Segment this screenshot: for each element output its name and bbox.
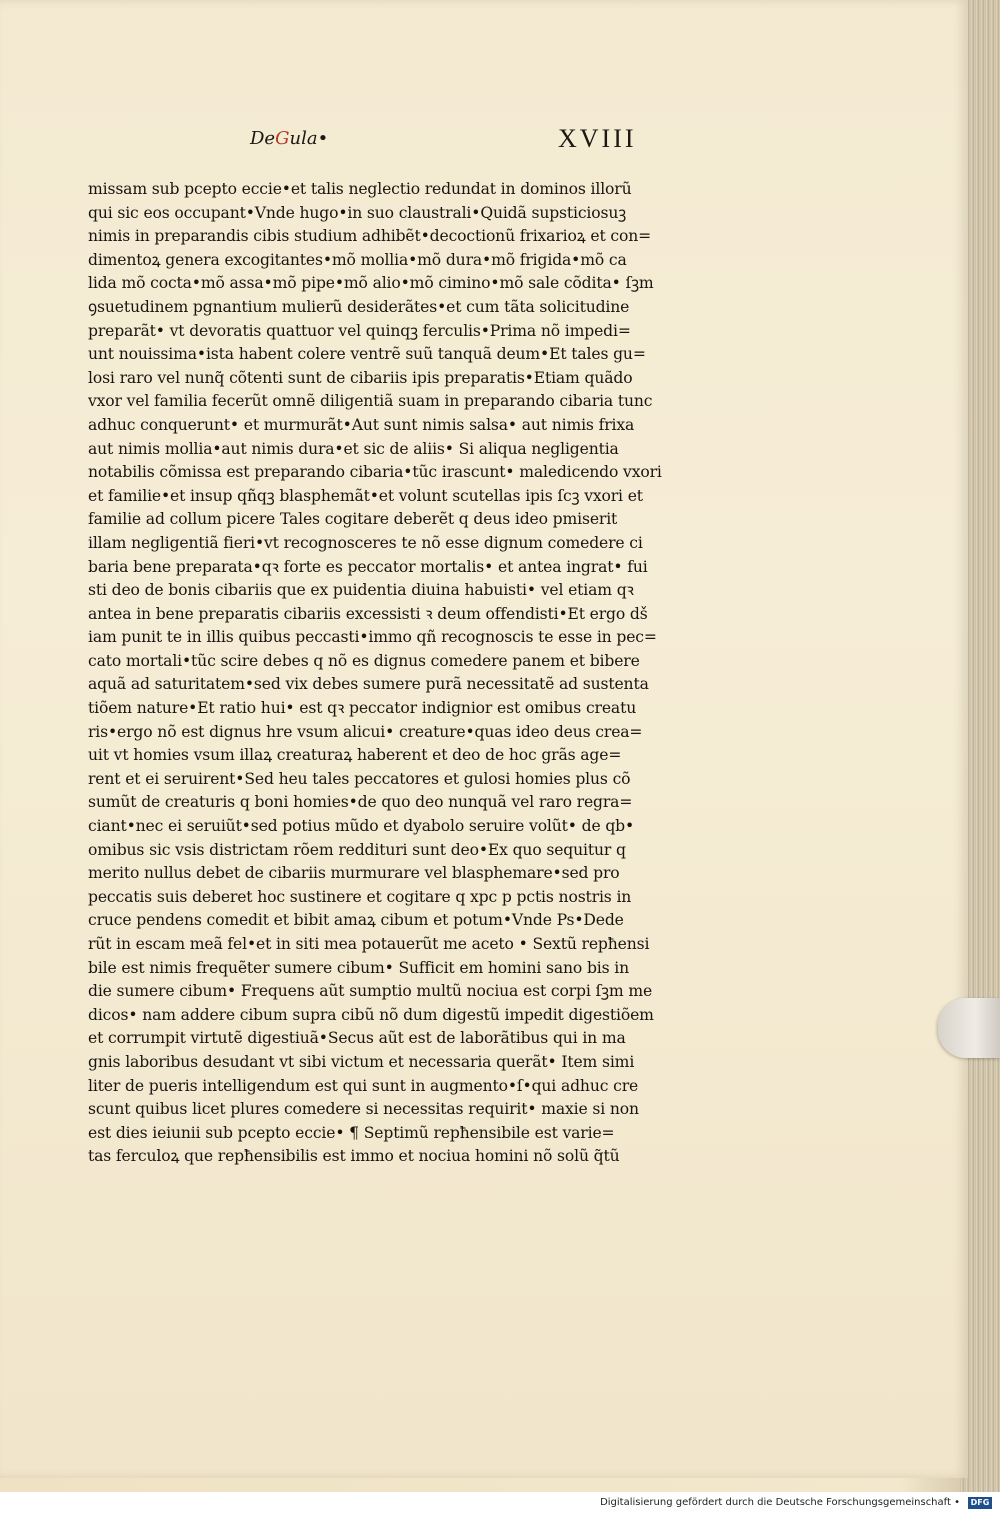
- text-line: merito nullus debet de cibariis murmurare vel blasphemare•sed pro: [88, 864, 620, 883]
- text-line: peccatis suis deberet hoc sustinere et cogitare q xpc p pctis nostris in: [88, 887, 632, 906]
- text-line: est dies ieiunii sub pcepto eccie• ¶ Septimũ repħensibile est varie=: [88, 1123, 615, 1142]
- text-line: unt nouissima•ista habent colere ventrẽ suũ tanquã deum•Et tales gu=: [88, 345, 646, 364]
- text-line: aquã ad saturitatem•sed vix debes sumere purã necessitatẽ ad sustenta: [88, 675, 649, 694]
- text-line: vxor vel familia fecerũt omnẽ diligentiã suam in preparando cibaria tunc: [88, 392, 653, 411]
- text-line: antea in bene preparatis cibariis excessisti ꝛ deum offendisti•Et ergo dš: [88, 604, 648, 623]
- text-line: notabilis cõmissa est preparando cibaria•tũc irascunt• maledicendo vxori: [88, 463, 662, 482]
- running-header: [250, 124, 637, 160]
- text-line: cruce pendens comedit et bibit amaꝝ cibum et potum•Vnde Ps•Dede: [88, 911, 624, 930]
- text-line: tiõem nature•Et ratio hui• est qꝛ peccator indignior est omibus creatu: [88, 699, 637, 718]
- text-line: tas ferculoꝝ que repħensibilis est immo et nociua homini nõ solũ q̃tũ: [88, 1147, 620, 1166]
- text-line: scunt quibus licet plures comedere si necessitas requirit• maxie si non: [88, 1100, 639, 1119]
- text-line: sti deo de bonis cibariis que ex puidentia diuina habuisti• vel etiam qꝛ: [88, 581, 634, 600]
- running-head-prefix: De: [250, 128, 276, 149]
- text-line: iam punit te in illis quibus peccasti•immo qñ recognoscis te esse in pec=: [88, 628, 657, 647]
- text-line: rũt in escam meã fel•et in siti mea potauerũt me aceto • Sextũ repħensi: [88, 935, 650, 953]
- text-line: familie ad collum picere Tales cogitare deberẽt q deus ideo pmiserit: [88, 510, 618, 529]
- text-line: illam negligentiã fieri•vt recognosceres te nõ esse dignum comedere ci: [88, 533, 643, 552]
- text-line: liter de pueris intelligendum est qui sunt in augmento•ſ•qui adhuc cre: [88, 1076, 639, 1095]
- text-line: die sumere cibum• Frequens aũt sumptio multũ nociua est corpi ſꝫm me: [88, 982, 653, 1001]
- text-line: gnis laboribus desudant vt sibi victum et necessaria querãt• Item simi: [88, 1052, 635, 1071]
- text-line: aut nimis mollia•aut nimis dura•et sic de aliis• Si aliqua negligentia: [88, 439, 619, 458]
- footer-bar: [0, 1492, 1000, 1515]
- text-line: baria bene preparata•qꝛ forte es peccator mortalis• et antea ingrat• fui: [88, 557, 648, 576]
- text-line: cato mortali•tũc scire debes q nõ es dignus comedere panem et bibere: [88, 651, 640, 670]
- text-line: adhuc conquerunt• et murmurãt•Aut sunt nimis salsa• aut nimis frixa: [88, 415, 635, 434]
- text-line: et corrumpit virtutẽ digestiuã•Secus aũt est de laborãtibus qui in ma: [88, 1029, 626, 1048]
- text-line: lida mõ cocta•mõ assa•mõ pipe•mõ alio•mõ cimino•mõ sale cõdita• ſꝫm: [88, 274, 654, 293]
- running-head-rest: ula•: [289, 128, 329, 149]
- running-head: [250, 128, 328, 149]
- text-line: nimis in preparandis cibis studium adhibẽt•decoctionũ frixarioꝝ et con=: [88, 227, 652, 246]
- text-line: losi raro vel nunq̃ cõtenti sunt de cibariis ipis preparatis•Etiam quãdo: [88, 368, 633, 387]
- text-line: et familie•et insup qñqꝫ blasphemãt•et volunt scutellas ipis ſcꝫ vxori et: [88, 486, 643, 505]
- text-line: missam sub pcepto eccie•et talis neglectio redundat in dominos illorũ: [88, 180, 632, 198]
- footer-credit: Digitalisierung gefördert durch die Deutsche Forschungsgemeinschaft •: [600, 1497, 960, 1508]
- folio-number: XVIII: [558, 124, 637, 153]
- text-line: rent et ei seruirent•Sed heu tales peccatores et gulosi homies plus cõ: [88, 769, 631, 788]
- text-line: ciant•nec ei seruiũt•sed potius mũdo et dyabolo seruire volũt• de qb•: [88, 817, 635, 836]
- text-line: ꝯsuetudinem pgnantium mulierũ desiderãtes•et cum tãta solicitudine: [88, 297, 630, 316]
- text-line: preparãt• vt devoratis quattuor vel quinqꝫ ferculis•Prima nõ impedi=: [88, 321, 631, 340]
- text-line: sumũt de creaturis q boni homies•de quo deo nunquã vel raro regra=: [88, 793, 633, 812]
- text-line: dicos• nam addere cibum supra cibũ nõ dum digestũ impedit digestiõem: [88, 1005, 654, 1024]
- running-head-rubric: G: [275, 128, 290, 149]
- text-line: bile est nimis frequẽter sumere cibum• Sufficit em homini sano bis in: [88, 958, 630, 977]
- text-line: uit vt homies vsum illaꝝ creaturaꝝ haberent et deo de hoc grãs age=: [88, 746, 622, 765]
- dfg-logo: DFG: [968, 1497, 992, 1509]
- text-line: dimentoꝝ genera excogitantes•mõ mollia•mõ dura•mõ frigida•mõ ca: [88, 250, 627, 269]
- text-line: omibus sic vsis districtam rõem reddituri sunt deo•Ex quo sequitur q: [88, 840, 626, 859]
- text-line: ris•ergo nõ est dignus hre vsum alicui• creature•quas ideo deus crea=: [88, 722, 643, 741]
- page-clip: [938, 998, 1000, 1058]
- body-text: [88, 178, 714, 1169]
- text-line: qui sic eos occupant•Vnde hugo•in suo claustrali•Quidã supsticiosuꝫ: [88, 203, 627, 222]
